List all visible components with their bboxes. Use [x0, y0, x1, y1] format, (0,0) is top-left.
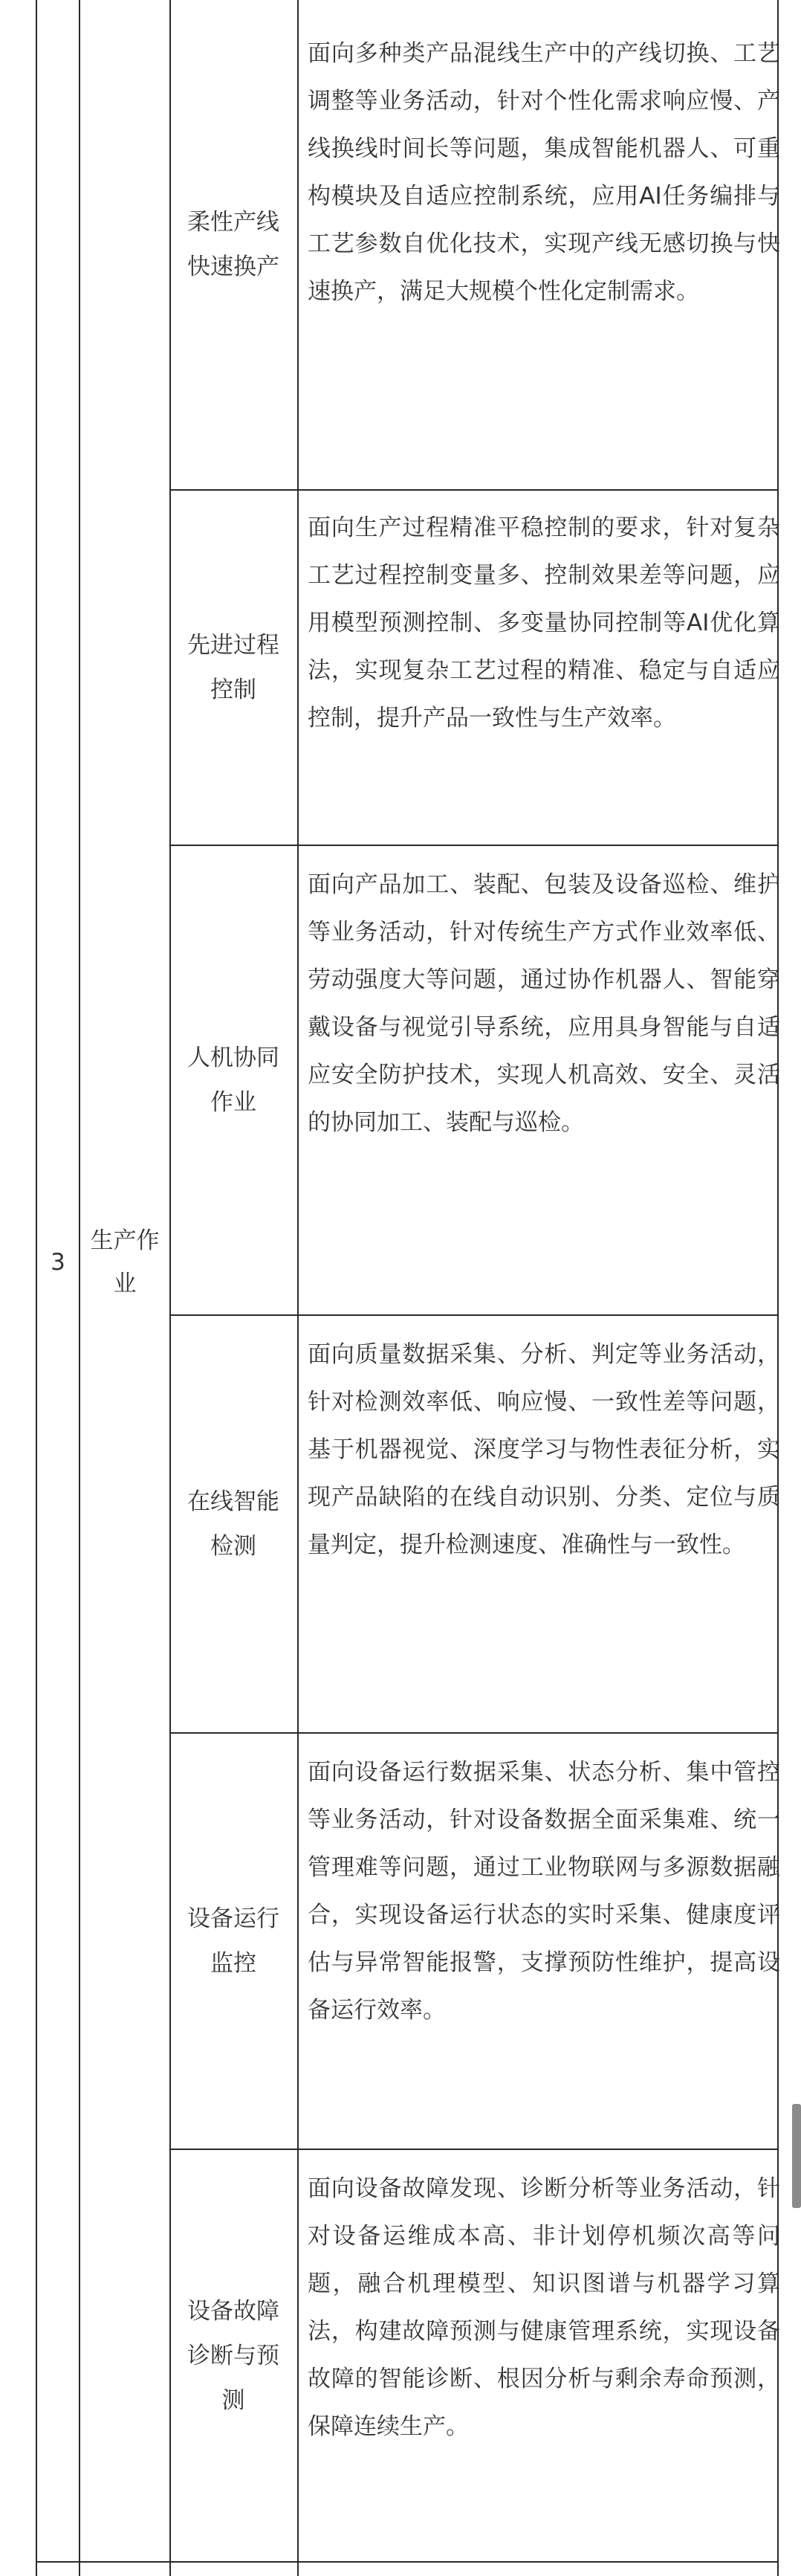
- subitem-name: 人机协同作业: [187, 1045, 279, 1116]
- subitem-name: 设备运行监控: [187, 1905, 279, 1977]
- row-number: 3: [51, 1249, 65, 1276]
- subitem-name: 设备故障诊断与预测: [187, 2297, 279, 2414]
- table-divider-category: [169, 0, 171, 2576]
- subitem-description: 面向多种类产品混线生产中的产线切换、工艺调整等业务活动，针对个性化需求响应慢、产线换线时间长等问题，集成智能机器人、可重构模块及自适应控制系统，应用AI任务编排与工艺参数自优化技术，实现产线无感切换与快速换产，满足大规模个性化定制需求。: [308, 40, 780, 305]
- subitem-description: 面向生产过程精准平稳控制的要求，针对复杂工艺过程控制变量多、控制效果差等问题，应用模型预测控制、多变量协同控制等AI优化算法，实现复杂工艺过程的精准、稳定与自适应控制，提升产品一致性与生产效率。: [308, 514, 780, 732]
- scrollbar-thumb[interactable]: [792, 2104, 801, 2208]
- subitem-name: 在线智能检测: [187, 1488, 279, 1560]
- subitem-description: 面向产品加工、装配、包装及设备巡检、维护等业务活动，针对传统生产方式作业效率低、劳动强度大等问题，通过协作机器人、智能穿戴设备与视觉引导系统，应用具身智能与自适应安全防护技术，实现人机高效、安全、灵活的协同加工、装配与巡检。: [308, 871, 780, 1136]
- row-category: 生产作业: [90, 1227, 160, 1297]
- subitem-name: 柔性产线快速换产: [187, 209, 279, 280]
- subitem-description: 面向设备运行数据采集、状态分析、集中管控等业务活动，针对设备数据全面采集难、统一管理难等问题，通过工业物联网与多源数据融合，实现设备运行状态的实时采集、健康度评估与异常智能报警，支撑预防性维护，提高设备运行效率。: [308, 1759, 780, 2024]
- subitem-description: 面向质量数据采集、分析、判定等业务活动，针对检测效率低、响应慢、一致性差等问题，基于机器视觉、深度学习与物性表征分析，实现产品缺陷的在线自动识别、分类、定位与质量判定，提升检测速度、准确性与一致性。: [308, 1341, 780, 1558]
- row-bottom-border: [36, 2561, 779, 2563]
- table-divider-subitem: [297, 0, 299, 2576]
- subitem-description: 面向设备故障发现、诊断分析等业务活动，针对设备运维成本高、非计划停机频次高等问题，融合机理模型、知识图谱与机器学习算法，构建故障预测与健康管理系统，实现设备故障的智能诊断、根因分析与剩余寿命预测，保障连续生产。: [308, 2175, 780, 2440]
- subitem-name: 先进过程控制: [187, 632, 279, 703]
